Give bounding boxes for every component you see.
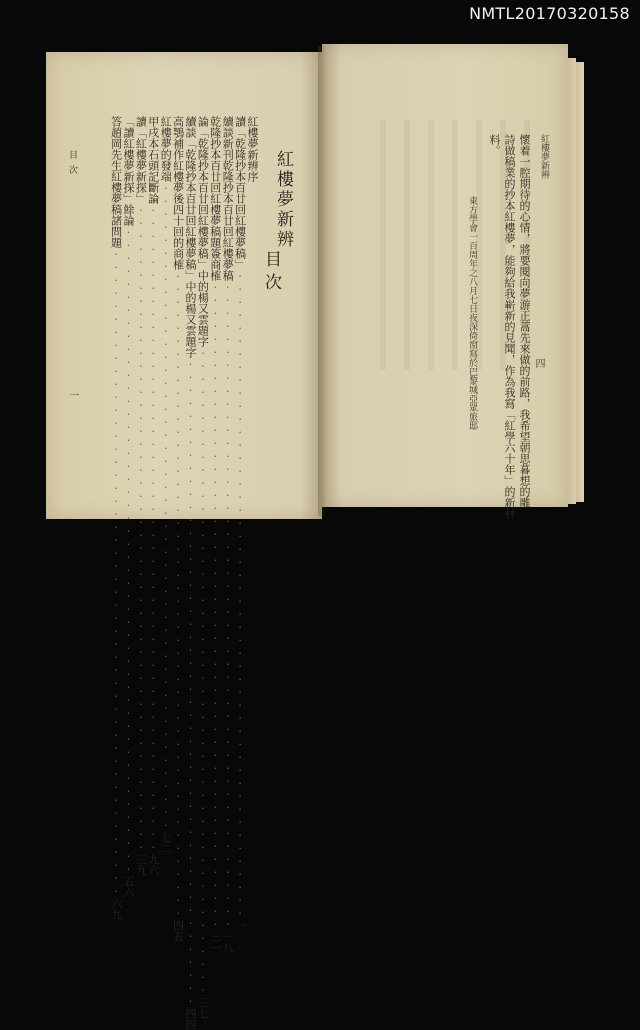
toc-leader-dots: ·················································· — [171, 270, 185, 920]
body-line: 料。 — [488, 134, 501, 156]
toc-entry-page: 一 — [233, 920, 247, 931]
toc-leader-dots: ·················································· — [208, 281, 222, 931]
book-gutter — [318, 46, 326, 516]
toc-entry-page: 三一 — [208, 931, 222, 953]
toc-entry-title: 論「乾隆抄本百廿回紅樓夢稿」中的楊又雲題字 — [196, 116, 210, 347]
toc-entry-page: 三七 — [196, 997, 210, 1019]
toc-entry-page: 七二 — [159, 832, 173, 854]
toc-entry-title: 續談新刊乾隆抄本百廿回紅樓夢稿 — [221, 116, 235, 281]
toc-entry-page: 六九 — [109, 898, 123, 920]
toc-entry-page: 四五 — [171, 920, 185, 942]
toc-entry-page: 三九 — [134, 854, 148, 876]
toc-entry — [109, 116, 123, 920]
archive-id-label: NMTL20170320158 — [469, 4, 630, 23]
toc-leader-dots: ·················································· — [122, 226, 135, 876]
toc-leader-dots: ·················································· — [146, 204, 160, 854]
toc-entry — [246, 116, 259, 436]
toc-leader-dots: ·················································· — [221, 281, 235, 931]
toc-entry-title: 紅樓夢的發端 — [159, 116, 173, 182]
toc-entry-title: 紅樓夢新辨序 — [246, 116, 259, 182]
toc-entry — [171, 116, 185, 942]
toc-entry-title: 讀「紅樓夢新探」 — [134, 116, 148, 204]
toc-leader-dots: ·················································· — [159, 182, 173, 832]
page-number-left: 一 — [67, 390, 78, 400]
toc-entry-page: 四四 — [184, 1008, 197, 1030]
toc-entry — [184, 116, 197, 1030]
page-header-left: 目次 — [67, 150, 77, 180]
toc-entry — [208, 116, 222, 953]
toc-entry-page: 九六 — [146, 854, 160, 876]
toc-entry-title: 讀「乾隆抄本百廿回紅樓夢稿」 — [233, 116, 247, 270]
toc-entry-title: 答趙岡先生紅樓夢稿諸問題 — [109, 116, 123, 248]
toc-leader-dots: ·················································· — [184, 358, 197, 1008]
toc-entry-title: 高鶚補作紅樓夢後四十回的商榷 — [171, 116, 185, 270]
toc-leader-dots: ·················································· — [196, 347, 210, 997]
page-number-right: 四 — [533, 358, 544, 368]
toc-leader-dots — [246, 182, 259, 436]
toc-entry — [134, 116, 148, 876]
toc-entry-title: 甲戌本石頭記斷論 — [146, 116, 160, 204]
toc-entry-title: 乾隆抄本百廿回紅樓夢稿題簽商榷 — [208, 116, 222, 281]
signature-line: 東方學會一百周年之八月七日夜深倚窗寫於巴黎城亞眾旅邸 — [467, 196, 477, 430]
toc-entry-page: 一八 — [221, 931, 235, 953]
toc-leader-dots: ·················································· — [134, 204, 148, 854]
toc-heading: 目次 — [261, 250, 281, 296]
book-title: 紅樓夢新辨 — [273, 150, 293, 250]
toc-leader-dots: ·················································· — [233, 270, 247, 920]
body-line: 懷着一腔期待的心情，將要閱向夢游正蒿先來做的前路，我希望朝思暮想的雕 — [518, 134, 531, 508]
toc-entry — [233, 116, 247, 931]
toc-entry — [159, 116, 173, 854]
toc-entry — [146, 116, 160, 876]
body-line: 詩做稿業的抄本紅樓夢，能夠給我嶄新的見聞，作為我寫「紅學六十年」的新材 — [503, 134, 516, 519]
toc-entry — [196, 116, 210, 1019]
toc-entry-title: 「讀紅樓夢新探」餘論 — [122, 116, 135, 226]
toc-entry — [221, 116, 235, 953]
page-edge — [576, 62, 584, 502]
toc-entry-title: 續談「乾隆抄本百廿回紅樓夢稿」中的楊又雲題字 — [184, 116, 197, 358]
page-header-right: 紅樓夢新辨 — [539, 134, 549, 179]
toc-leader-dots: ·················································· — [109, 248, 123, 898]
toc-entry-page: 五六 — [122, 876, 135, 898]
toc-entry — [122, 116, 135, 898]
